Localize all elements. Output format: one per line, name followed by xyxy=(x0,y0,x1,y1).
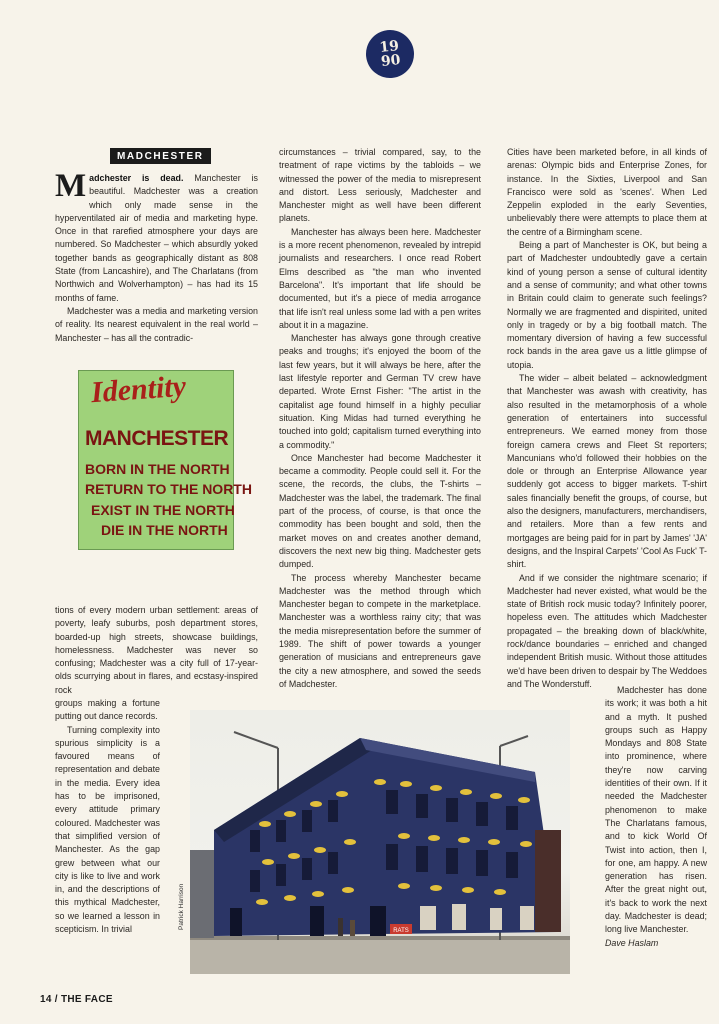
col2-paragraph-4: Once Manchester had become Madchester it became a commodity. People could sell it. For the scene, the records, the clubs, the T-shirts – Madchester was the label, the trademark. The final part of the process, of course, is that once the commodity has been bought and sold, then the market moves on and creates another demand, discovers the next new big thing. Madchester gets dumped. xyxy=(279,452,481,570)
poster-identity-script: Identity xyxy=(89,369,188,410)
col3-paragraph-5: Madchester has done its work; it was both a hit and a myth. It pushed groups such as Happy Mondays and 808 State into prominence, where they're now carving identities of their own. If it needed the Madchester phenomenon to make The Charlatans famous, and to kick World Of Twist into action, then I, for one, am happy. A new generation has risen. After the great night out, it's back to work the next day. Madchester is dead; long live Manchester. xyxy=(605,685,707,935)
magazine-1990-logo xyxy=(364,28,417,81)
poster-line-1: BORN IN THE NORTH xyxy=(85,461,230,477)
col1-paragraph-4: groups making a fortune putting out dance records. xyxy=(55,698,160,722)
column-1-top xyxy=(55,168,258,345)
page-footer: 14 / THE FACE xyxy=(40,994,113,1005)
logo-year-bottom: 90 xyxy=(380,51,402,70)
logo-year-top: 19 xyxy=(378,38,400,57)
col3-paragraph-2: Being a part of Manchester is OK, but being a part of Madchester undoubtedly gave a certain kind of young person a sense of cultural identity and a sense of community; and what other towns in Britain could claim to generate such feelings? Normally we are fragmented and dispirited, united only in tragedy or by a big football match. The momentary diversion of having a few successful rock bands in the area gave us a little glimpse of utopia. xyxy=(507,240,707,370)
poster-line-3: EXIST IN THE NORTH xyxy=(91,502,235,518)
lead-in: adchester is dead. xyxy=(89,173,184,183)
col3-paragraph-4: And if we consider the nightmare scenario; if Madchester had never existed, what would be the state of British rock music today? Infinitely poorer, hopeless even. The attitudes which Madchester propagated – the breaking down of black/white, rock/dance boundaries – enriched and changed independent British music. Without those attitudes we'd have been driven to despair by The Weddoes and The Wonderstuff. xyxy=(507,572,707,689)
column-1-narrow xyxy=(55,697,160,936)
poster-city: MANCHESTER xyxy=(85,427,229,450)
identity-manchester-poster xyxy=(78,369,252,550)
poster-line-2: RETURN TO THE NORTH xyxy=(85,481,252,497)
col1-paragraph-2: Madchester was a media and marketing version of reality. Its nearest equivalent in the real world – Manchester – has all the contradic- xyxy=(55,305,258,343)
col2-paragraph-2: Manchester has always been here. Madchester is a more recent phenomenon, revealed by intrepid journalists and researchers. I once read Robert Elms described as "the man who invented Barcelona". It's important that life should be documented, but it's a piece of media arrogance that life isn't real unless some lad with a pen writes about it in a magazine. xyxy=(279,226,481,330)
col3-paragraph-3: The wider – albeit belated – acknowledgment that Manchester was awash with creativity, has also resulted in the metamorphosis of a whole generation of entertainers into successful entrepreneurs. We earned money from those foreign camera crews and Fleet St reporters; Mancunians who'd followed their hobbies on the dole or through an Enterprise Allowance year suddenly got access to bigger markets. T-shirt sales financially benefit the groups, of course, but also the designers, manufacturers, merchandisers, and retailers. More than a few rents and mortgages are being paid for in part by James' 'JA' designs, and the Inspiral Carpets' 'Cool As Fuck' T-shirt. xyxy=(507,373,707,570)
col2-paragraph-5: The process whereby Manchester became Madchester was the method through which Manchester began to compete in the marketplace. Manchester was a worthless rainy city; that was the media misrepresentation before the summer of 1989. The shift of power towards a younger generation of musicians and entrepreneurs gave the city a new atmosphere, and sowed the seeds of Madchester. xyxy=(279,572,481,689)
column-3-narrow xyxy=(605,684,707,950)
column-3 xyxy=(507,146,707,691)
col2-paragraph-1: circumstances – trivial compared, say, to the treatment of rape victims by the tabloids – we witnessed the power of the media to misrepresent and distort. Less seriously, Madchester and Manchester might as well have been different planets. xyxy=(279,147,481,224)
building-illustration xyxy=(190,710,570,974)
street-sign-text: RATS xyxy=(393,928,409,934)
author-signature: Dave Haslam xyxy=(605,937,659,948)
col2-paragraph-3: Manchester has always gone through creative peaks and troughs; it's enjoyed the boom of the last few years, but it will always be here, after the last lifestyle reporter and German TV crew have departed. Wrote Ernst Fisher: "The artist in the capitalist age found himself in a highly peculiar situation. King Midas had turned everything he touched into gold; capitalism turned everything into a commodity." xyxy=(279,333,481,450)
section-tag: MADCHESTER xyxy=(110,148,211,164)
col1-paragraph-1: Manchester is beautiful. Madchester was a creation which only made sense in the hyperventilated air of media and marketing hype. Once in that rarefied atmosphere your days are numbered. So Madchester – which absurdly yoked together bands as geographically distant as 808 State (from Lancashire), and The Charlatans (from Northwich and Wolverhampton) – has had its 15 months of fame. xyxy=(55,173,258,303)
col1-paragraph-5: Turning complexity into spurious simplicity is a favoured means of representation and debate in the media. Every idea has to be imprisoned, every attitude primary coloured. Madchester was that simplified version of Manchester. As the gap grew between what our city is like to live and work in, and the descriptions of this mythical Madchester, so we learned a lesson in scepticism. In trivial xyxy=(55,724,160,935)
col1-paragraph-3: tions of every modern urban settlement: areas of poverty, leafy suburbs, posh department stores, boarded-up high streets, showcase buildings, homelessness. Madchester was never so confusing; Madchester was a city full of 17-year-olds scurrying about in flares, and ecstasy-inspired rock xyxy=(55,605,258,695)
building-photo xyxy=(190,710,570,974)
column-2 xyxy=(279,146,481,691)
column-1-bottom xyxy=(55,604,258,697)
lead-paragraph xyxy=(55,168,258,305)
poster-line-4: DIE IN THE NORTH xyxy=(101,522,228,538)
photo-credit: Patrick Harrison xyxy=(178,883,185,930)
col3-paragraph-1: Cities have been marketed before, in all kinds of arenas: Olympic bids and Enterprise Zones, for instance. In the Sixties, Liverpool and San Francisco were sold as 'scenes'. When Led Zeppelin exploded in the early Seventies, unbelievably there were attempts to place them at the centre of a Birmingham scene. xyxy=(507,147,707,237)
drop-cap: M xyxy=(55,168,87,204)
